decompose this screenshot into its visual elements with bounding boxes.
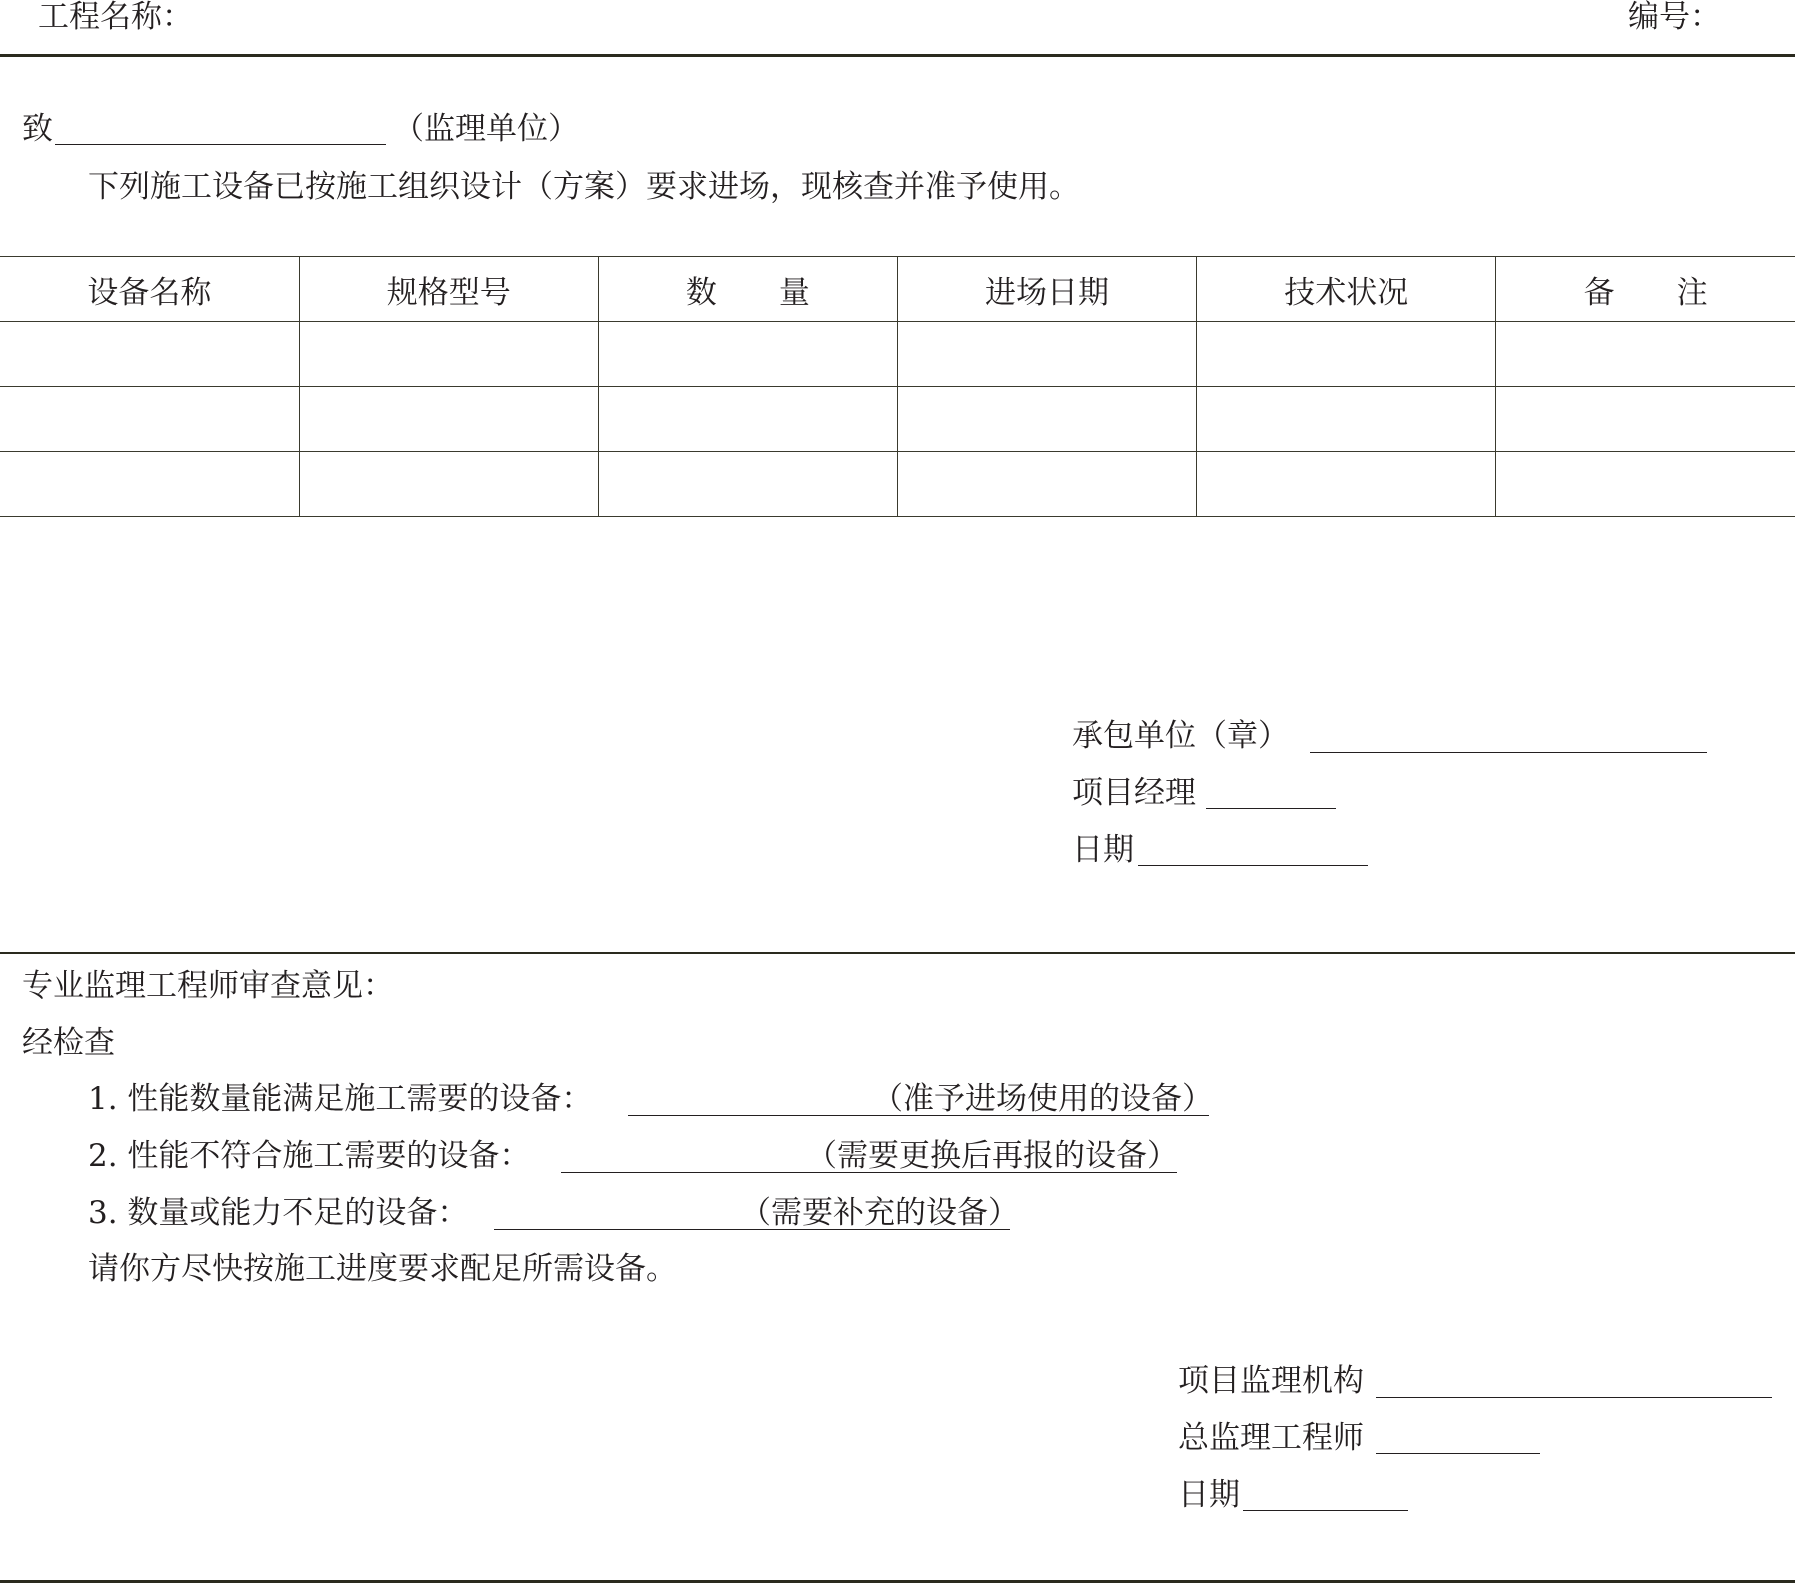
review-checked: 经检查 (22, 1025, 115, 1061)
col-spec-model: 规格型号 (299, 257, 598, 322)
supervision-date-blank[interactable] (1243, 1510, 1408, 1511)
project-manager-blank[interactable] (1206, 808, 1336, 809)
chief-engineer-label: 总监理工程师 (1178, 1420, 1364, 1456)
contractor-date-blank[interactable] (1138, 865, 1368, 866)
table-row (0, 387, 1795, 452)
table-cell[interactable] (1197, 322, 1496, 387)
to-suffix: （监理单位） (393, 111, 579, 147)
review-item-3-label: 3. 数量或能力不足的设备： (88, 1195, 469, 1231)
header-divider (0, 54, 1795, 57)
review-item-3-note: （需要补充的设备） (740, 1195, 1019, 1231)
table-cell[interactable] (299, 387, 598, 452)
table-cell[interactable] (598, 452, 897, 517)
table-row (0, 322, 1795, 387)
col-quantity: 数 量 (598, 257, 897, 322)
col-entry-date: 进场日期 (897, 257, 1196, 322)
section-divider (0, 952, 1795, 954)
table-cell[interactable] (1496, 322, 1795, 387)
intro-statement: 下列施工设备已按施工组织设计（方案）要求进场，现核查并准予使用。 (88, 169, 1080, 205)
table-cell[interactable] (1496, 452, 1795, 517)
table-cell[interactable] (0, 452, 299, 517)
col-remarks: 备 注 (1496, 257, 1795, 322)
col-equipment-name: 设备名称 (0, 257, 299, 322)
table-cell[interactable] (299, 452, 598, 517)
col-tech-status: 技术状况 (1197, 257, 1496, 322)
supervision-org-label: 项目监理机构 (1178, 1363, 1364, 1399)
to-prefix: 致 (22, 111, 53, 147)
chief-engineer-blank[interactable] (1376, 1453, 1540, 1454)
contractor-unit-label: 承包单位（章） (1072, 718, 1289, 754)
equipment-table (0, 256, 1795, 517)
table-cell[interactable] (897, 387, 1196, 452)
review-item-1-note: （准予进场使用的设备） (872, 1081, 1213, 1117)
supervision-unit-blank[interactable] (55, 144, 386, 145)
review-item-2-label: 2. 性能不符合施工需要的设备： (88, 1138, 531, 1174)
contractor-unit-blank[interactable] (1310, 752, 1707, 753)
number-label: 编号： (1628, 0, 1721, 35)
review-title: 专业监理工程师审查意见： (22, 968, 394, 1004)
project-name-label: 工程名称： (38, 0, 193, 35)
table-cell[interactable] (897, 322, 1196, 387)
table-cell[interactable] (299, 322, 598, 387)
table-cell[interactable] (598, 322, 897, 387)
table-row (0, 452, 1795, 517)
footer-divider (0, 1580, 1795, 1583)
project-manager-label: 项目经理 (1072, 775, 1196, 811)
table-header-row (0, 257, 1795, 322)
contractor-date-label: 日期 (1072, 832, 1134, 868)
supervision-date-label: 日期 (1178, 1477, 1240, 1513)
table-cell[interactable] (0, 322, 299, 387)
supervision-org-blank[interactable] (1376, 1397, 1772, 1398)
table-cell[interactable] (1197, 452, 1496, 517)
table-cell[interactable] (0, 387, 299, 452)
table-cell[interactable] (1197, 387, 1496, 452)
review-item-2-note: （需要更换后再报的设备） (806, 1138, 1178, 1174)
review-item-1-label: 1. 性能数量能满足施工需要的设备： (88, 1081, 593, 1117)
review-request: 请你方尽快按施工进度要求配足所需设备。 (88, 1251, 677, 1287)
table-cell[interactable] (598, 387, 897, 452)
table-cell[interactable] (1496, 387, 1795, 452)
table-cell[interactable] (897, 452, 1196, 517)
